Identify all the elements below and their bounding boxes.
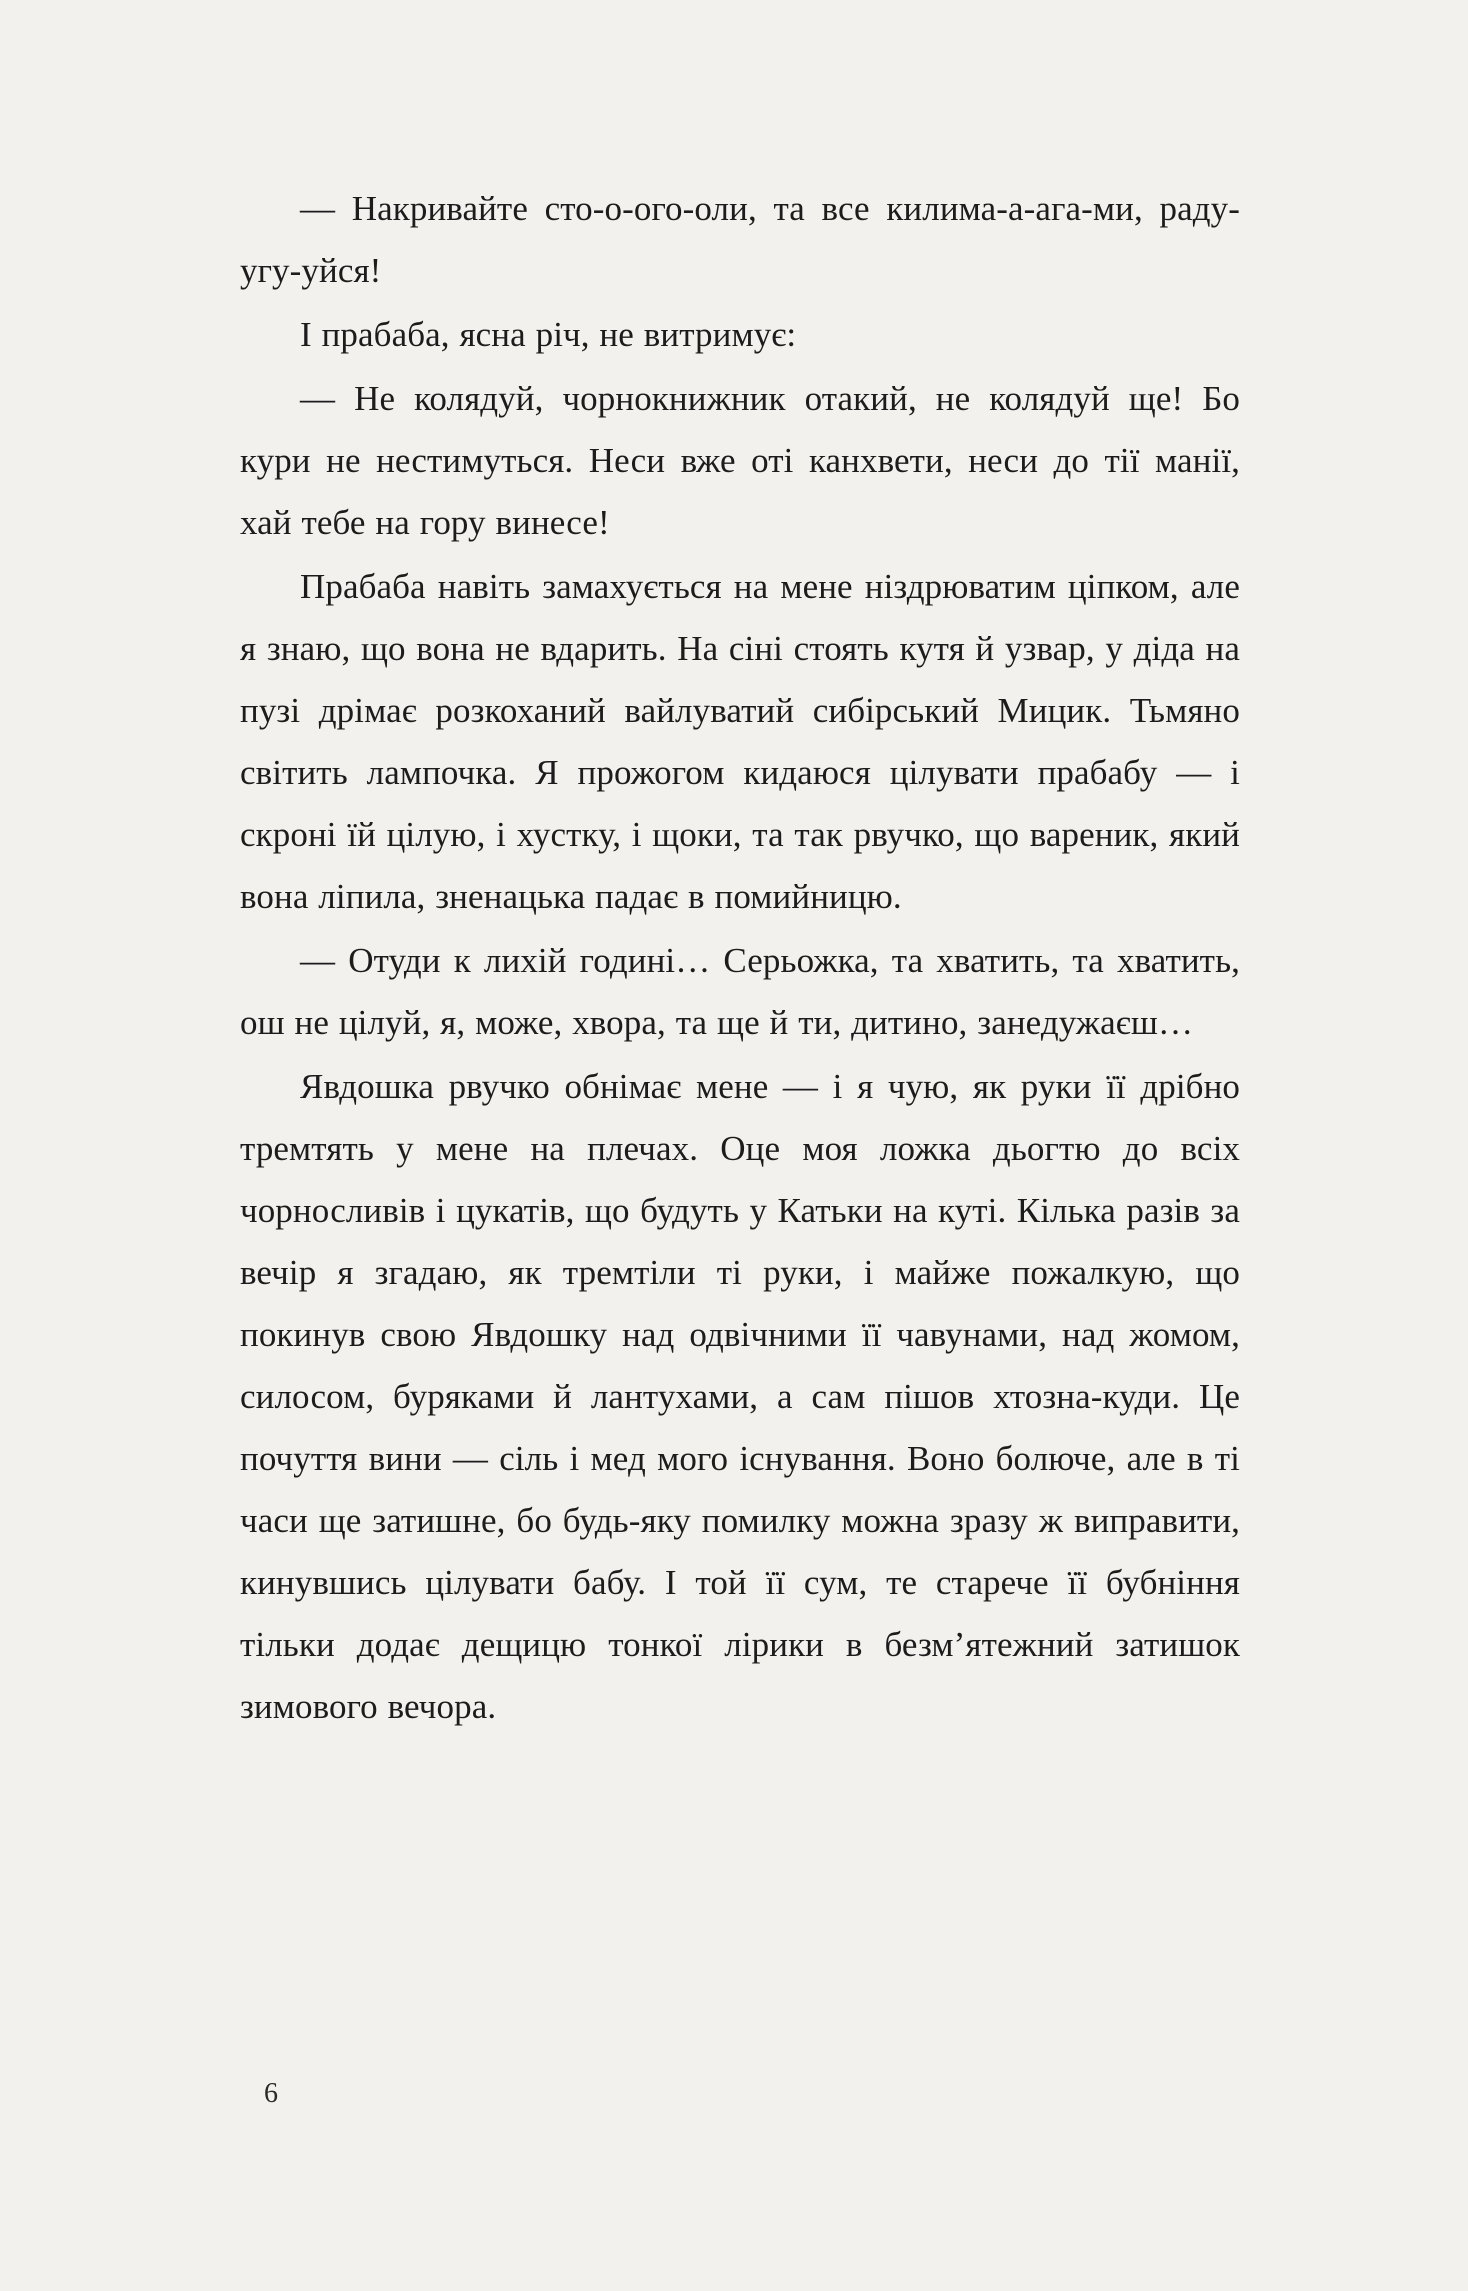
page-text-column [240, 178, 1240, 1738]
paragraph: І прабаба, ясна річ, не витримує: [300, 315, 797, 354]
paragraph: — Отуди к лихій годині… Серьожка, та хватить, та хватить, ош не цілуй, я, може, хвора, та ще й ти, дитино, занедужаєш… [240, 941, 1240, 1042]
paragraph: — Не колядуй, чорнокнижник отакий, не колядуй ще! Бо кури не нестимуться. Неси вже оті канхвети, неси до тії манії, хай тебе на гору винесе! [240, 379, 1240, 542]
page-number: 6 [264, 2078, 278, 2109]
paragraph: Явдошка рвучко обнімає мене — і я чую, як руки її дрібно тремтять у мене на плечах. Оце моя ложка дьогтю до всіх чорносливів і цукатів, що будуть у Катьки на куті. Кілька разів за вечір я згадаю, як тремтіли ті руки, і майже пожалкую, що покинув свою Явдошку над одвічними її чавунами, над жомом, силосом, буряками й лантухами, а сам пішов хтозна-куди. Це почуття вини — сіль і мед мого існування. Воно болюче, але в ті часи ще затишне, бо будь-яку помилку можна зразу ж виправити, кинувшись цілувати бабу. І той її сум, те старече її бубніння тільки додає дещицю тонкої лірики в безм’ятежний затишок зимового вечора. [240, 1067, 1240, 1726]
paragraph: — Накривайте сто-о-ого-оли, та все килима-а-ага-ми, раду-угу-уйся! [240, 189, 1240, 290]
paragraph: Прабаба навіть замахується на мене ніздрюватим ціпком, але я знаю, що вона не вдарить. На сіні стоять кутя й узвар, у діда на пузі дрімає розкоханий вайлуватий сибірський Мицик. Тьмяно світить лампочка. Я прожогом кидаюся цілувати прабабу — і скроні їй цілую, і хустку, і щоки, та так рвучко, що вареник, який вона ліпила, зненацька падає в помийницю. [240, 567, 1240, 916]
